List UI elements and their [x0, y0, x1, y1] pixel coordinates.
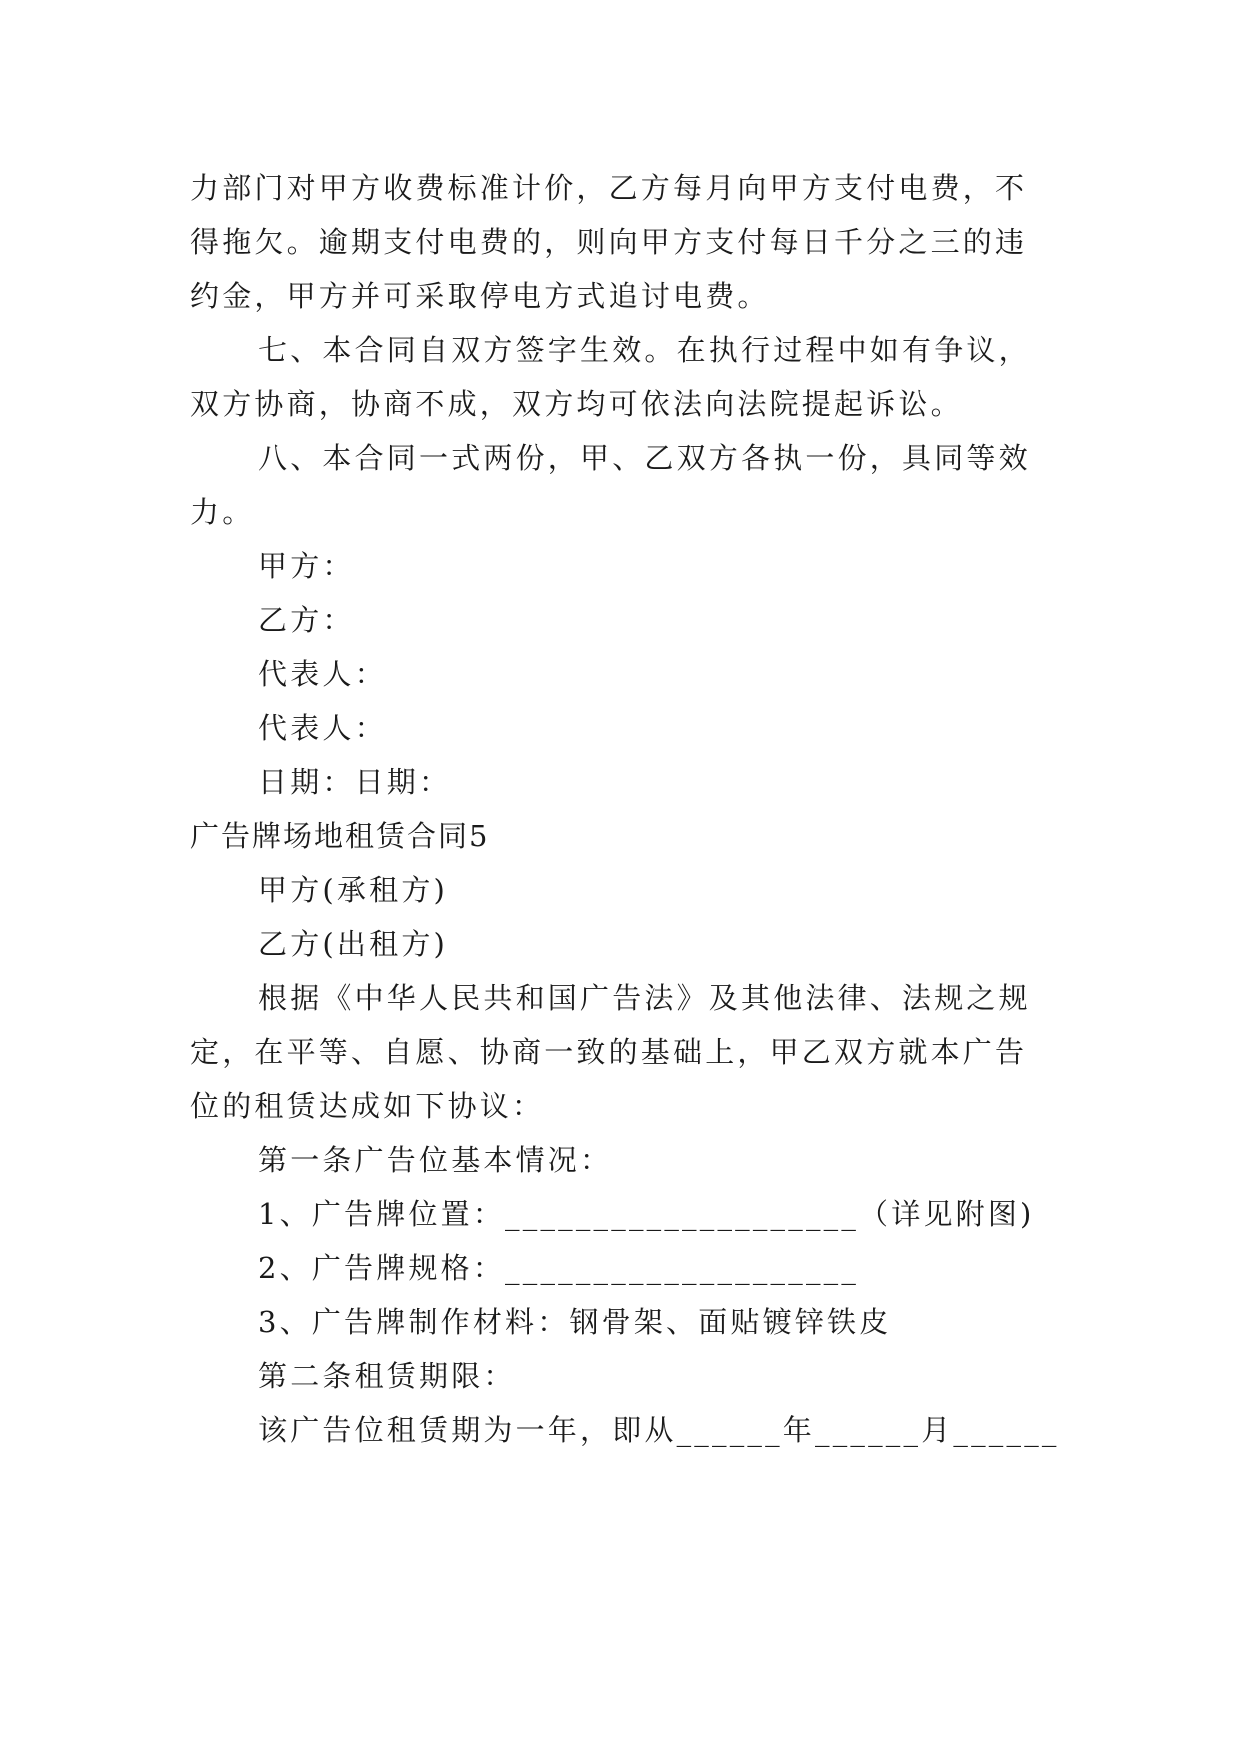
party-a-signature-label: 甲方： — [258, 549, 355, 583]
representative-label-2: 代表人： — [258, 711, 387, 745]
party-a-lessee: 甲方(承租方) — [258, 873, 449, 907]
preamble-line-1: 根据《中华人民共和国广告法》及其他法律、法规之规 — [258, 981, 1031, 1015]
contract-title: 广告牌场地租赁合同5 — [190, 819, 490, 853]
clause-seven-line-1: 七、本合同自双方签字生效。在执行过程中如有争议， — [258, 333, 1031, 367]
representative-label-1: 代表人： — [258, 657, 387, 691]
lease-term-line: 该广告位租赁期为一年，即从______年______月______ — [258, 1413, 1060, 1447]
party-b-lessor: 乙方(出租方) — [258, 927, 449, 961]
date-labels: 日期：日期： — [258, 765, 452, 799]
preamble-line-3: 位的租赁达成如下协议： — [190, 1089, 545, 1123]
billboard-location-field: 1、广告牌位置：____________________（详见附图) — [258, 1197, 1035, 1231]
paragraph-line-2: 得拖欠。逾期支付电费的，则向甲方支付每日千分之三的违 — [190, 225, 1028, 259]
billboard-size-field: 2、广告牌规格：____________________ — [258, 1251, 860, 1285]
clause-eight-line-2: 力。 — [190, 495, 255, 529]
billboard-material-line: 3、广告牌制作材料：钢骨架、面贴镀锌铁皮 — [258, 1305, 892, 1339]
preamble-line-2: 定，在平等、自愿、协商一致的基础上，甲乙双方就本广告 — [190, 1035, 1028, 1069]
article-two-heading: 第二条租赁期限： — [258, 1359, 516, 1393]
paragraph-line-3: 约金，甲方并可采取停电方式追讨电费。 — [190, 279, 770, 313]
paragraph-line-1: 力部门对甲方收费标准计价，乙方每月向甲方支付电费，不 — [190, 171, 1028, 205]
clause-eight-line-1: 八、本合同一式两份，甲、乙双方各执一份，具同等效 — [258, 441, 1031, 475]
party-b-signature-label: 乙方： — [258, 603, 355, 637]
article-one-heading: 第一条广告位基本情况： — [258, 1143, 613, 1177]
clause-seven-line-2: 双方协商，协商不成，双方均可依法向法院提起诉讼。 — [190, 387, 963, 421]
